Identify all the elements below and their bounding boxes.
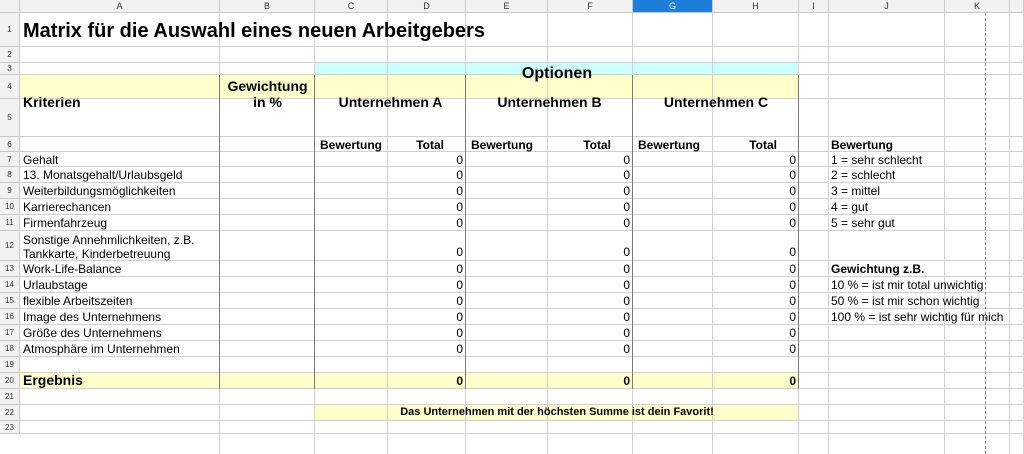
total-cell-c[interactable]: 0 xyxy=(789,278,796,292)
row-header-13[interactable]: 13 xyxy=(0,261,20,277)
row-header-7[interactable]: 7 xyxy=(0,152,20,167)
total-cell-a[interactable]: 0 xyxy=(456,168,463,182)
column-header-K[interactable]: K xyxy=(945,0,1010,13)
grid-line xyxy=(20,230,1024,231)
grid-line xyxy=(20,308,1024,309)
row-header-12[interactable]: 12 xyxy=(0,231,20,261)
company-header: Unternehmen A xyxy=(338,94,443,110)
row-header-17[interactable]: 17 xyxy=(0,325,20,341)
criterion-label[interactable]: Firmenfahrzeug xyxy=(23,216,108,230)
row-header-8[interactable]: 8 xyxy=(0,167,20,183)
row-header-18[interactable]: 18 xyxy=(0,341,20,357)
grid-line xyxy=(20,433,1024,434)
table-border xyxy=(465,75,466,389)
ergebnis-label: Ergebnis xyxy=(23,372,83,388)
total-cell-a[interactable]: 0 xyxy=(456,262,463,276)
row-header-21[interactable]: 21 xyxy=(0,389,20,405)
grid-line xyxy=(20,324,1024,325)
table-border xyxy=(632,75,633,389)
row-header-20[interactable]: 20 xyxy=(0,373,20,389)
total-cell-b[interactable]: 0 xyxy=(623,153,630,167)
grid-line xyxy=(20,214,1024,215)
total-cell-c[interactable]: 0 xyxy=(789,153,796,167)
total-cell-c[interactable]: 0 xyxy=(789,262,796,276)
total-cell-a[interactable]: 0 xyxy=(456,216,463,230)
grid-line xyxy=(20,340,1024,341)
page-title: Matrix für die Auswahl eines neuen Arbeitgebers xyxy=(23,20,485,42)
total-cell-c[interactable]: 0 xyxy=(789,310,796,324)
row-header-6[interactable]: 6 xyxy=(0,137,20,152)
total-cell-b[interactable]: 0 xyxy=(623,294,630,308)
total-column-header: Total xyxy=(749,138,777,152)
total-cell-b[interactable]: 0 xyxy=(623,216,630,230)
total-cell-b[interactable]: 0 xyxy=(623,326,630,340)
ergebnis-value[interactable]: 0 xyxy=(456,374,463,388)
company-header: Unternehmen B xyxy=(497,94,602,110)
legend-bewertung-item: 2 = schlecht xyxy=(831,168,896,182)
grid-line xyxy=(20,276,1024,277)
gewichtung-header-line1: Gewichtung xyxy=(227,78,308,94)
row-header-23[interactable]: 23 xyxy=(0,421,20,434)
column-header-B[interactable]: B xyxy=(220,0,315,13)
gewichtung-header-line2: in % xyxy=(253,94,282,110)
total-cell-c[interactable]: 0 xyxy=(789,245,796,259)
row-header-11[interactable]: 11 xyxy=(0,215,20,231)
grid-line xyxy=(20,420,1024,421)
criterion-label[interactable]: Gehalt xyxy=(23,153,59,167)
legend-gewichtung-title: Gewichtung z.B. xyxy=(831,262,925,276)
row-header-4[interactable]: 4 xyxy=(0,75,20,99)
total-cell-a[interactable]: 0 xyxy=(456,200,463,214)
optionen-header: Optionen xyxy=(521,65,593,82)
row-header-1[interactable]: 1 xyxy=(0,13,20,47)
row-header-14[interactable]: 14 xyxy=(0,277,20,293)
row-header-5[interactable]: 5 xyxy=(0,99,20,137)
criterion-label[interactable]: Karrierechancen xyxy=(23,200,112,214)
column-header-A[interactable]: A xyxy=(20,0,220,13)
row-header-10[interactable]: 10 xyxy=(0,199,20,215)
row-header-19[interactable]: 19 xyxy=(0,357,20,373)
legend-gewichtung-item: 50 % = ist mir schon wichtig xyxy=(831,294,980,308)
grid-line xyxy=(20,388,1024,389)
select-all-corner[interactable] xyxy=(0,0,20,13)
ergebnis-value[interactable]: 0 xyxy=(623,374,630,388)
total-cell-c[interactable]: 0 xyxy=(789,184,796,198)
column-header-E[interactable]: E xyxy=(466,0,548,13)
legend-bewertung-item: 1 = sehr schlecht xyxy=(831,153,923,167)
grid-line xyxy=(20,46,1024,47)
criterion-label[interactable]: Weiterbildungsmöglichkeiten xyxy=(23,184,176,198)
row-header-2[interactable]: 2 xyxy=(0,47,20,63)
total-cell-b[interactable]: 0 xyxy=(623,184,630,198)
grid-line xyxy=(20,404,1024,405)
page-break-line xyxy=(985,13,986,454)
column-header-H[interactable]: H xyxy=(713,0,799,13)
row-header-22[interactable]: 22 xyxy=(0,405,20,421)
table-border xyxy=(219,75,220,389)
total-cell-c[interactable]: 0 xyxy=(789,342,796,356)
bewertung-column-header: Bewertung xyxy=(638,138,701,152)
column-header-C[interactable]: C xyxy=(315,0,388,13)
total-cell-a[interactable]: 0 xyxy=(456,310,463,324)
bewertung-column-header: Bewertung xyxy=(320,138,383,152)
legend-bewertung-item: 3 = mittel xyxy=(831,184,881,198)
legend-bewertung-item: 5 = sehr gut xyxy=(831,216,895,230)
criterion-label[interactable]: Work-Life-Balance xyxy=(23,262,122,276)
criterion-label[interactable]: flexible Arbeitszeiten xyxy=(23,294,133,308)
criterion-label[interactable]: Sonstige Annehmlichkeiten, z.B. Tankkarte, Kinderbetreuung xyxy=(23,233,195,261)
ergebnis-value[interactable]: 0 xyxy=(789,374,796,388)
legend-gewichtung-item: 10 % = ist mir total unwichtig xyxy=(831,278,984,292)
criterion-label[interactable]: Urlaubstage xyxy=(23,278,88,292)
row-header-3[interactable]: 3 xyxy=(0,63,20,75)
criterion-label[interactable]: Atmosphäre im Unternehmen xyxy=(23,342,180,356)
criterion-label[interactable]: Größe des Unternehmens xyxy=(23,326,162,340)
bewertung-column-header: Bewertung xyxy=(471,138,534,152)
total-cell-b[interactable]: 0 xyxy=(623,278,630,292)
total-cell-b[interactable]: 0 xyxy=(623,310,630,324)
grid-line xyxy=(20,182,1024,183)
criterion-label[interactable]: Image des Unternehmens xyxy=(23,310,162,324)
total-cell-a[interactable]: 0 xyxy=(456,153,463,167)
total-cell-a[interactable]: 0 xyxy=(456,278,463,292)
criterion-label[interactable]: 13. Monatsgehalt/Urlaubsgeld xyxy=(23,168,183,182)
total-cell-b[interactable]: 0 xyxy=(623,245,630,259)
total-cell-c[interactable]: 0 xyxy=(789,168,796,182)
total-cell-b[interactable]: 0 xyxy=(623,342,630,356)
total-cell-c[interactable]: 0 xyxy=(789,200,796,214)
total-cell-a[interactable]: 0 xyxy=(456,184,463,198)
total-cell-a[interactable]: 0 xyxy=(456,294,463,308)
legend-bewertung-item: 4 = gut xyxy=(831,200,869,214)
table-border xyxy=(314,75,315,389)
table-border xyxy=(798,75,799,389)
column-header-I[interactable]: I xyxy=(799,0,829,13)
grid-line xyxy=(20,372,1024,373)
kriterien-header: Kriterien xyxy=(23,94,81,110)
column-header-blank[interactable] xyxy=(1010,0,1024,13)
total-cell-b[interactable]: 0 xyxy=(623,168,630,182)
legend-gewichtung-item: 100 % = ist sehr wichtig für mich xyxy=(831,310,1004,324)
total-column-header: Total xyxy=(583,138,611,152)
grid-line xyxy=(20,356,1024,357)
row-header-16[interactable]: 16 xyxy=(0,309,20,325)
total-column-header: Total xyxy=(416,138,444,152)
legend-bewertung-title: Bewertung xyxy=(831,138,894,152)
total-cell-b[interactable]: 0 xyxy=(623,262,630,276)
total-cell-b[interactable]: 0 xyxy=(623,200,630,214)
total-cell-a[interactable]: 0 xyxy=(456,342,463,356)
grid-line xyxy=(20,62,1024,63)
column-header-D[interactable]: D xyxy=(388,0,466,13)
favorite-note: Das Unternehmen mit der höchsten Summe ist dein Favorit! xyxy=(400,406,714,418)
total-cell-c[interactable]: 0 xyxy=(789,294,796,308)
row-header-15[interactable]: 15 xyxy=(0,293,20,309)
grid-line xyxy=(20,292,1024,293)
total-cell-c[interactable]: 0 xyxy=(789,326,796,340)
total-cell-c[interactable]: 0 xyxy=(789,216,796,230)
column-header-F[interactable]: F xyxy=(548,0,633,13)
column-header-J[interactable]: J xyxy=(829,0,945,13)
company-header: Unternehmen C xyxy=(663,94,769,110)
grid-line xyxy=(20,136,1024,137)
total-cell-a[interactable]: 0 xyxy=(456,326,463,340)
column-header-G[interactable]: G xyxy=(633,0,713,13)
row-header-9[interactable]: 9 xyxy=(0,183,20,199)
grid-line xyxy=(20,198,1024,199)
total-cell-a[interactable]: 0 xyxy=(456,245,463,259)
